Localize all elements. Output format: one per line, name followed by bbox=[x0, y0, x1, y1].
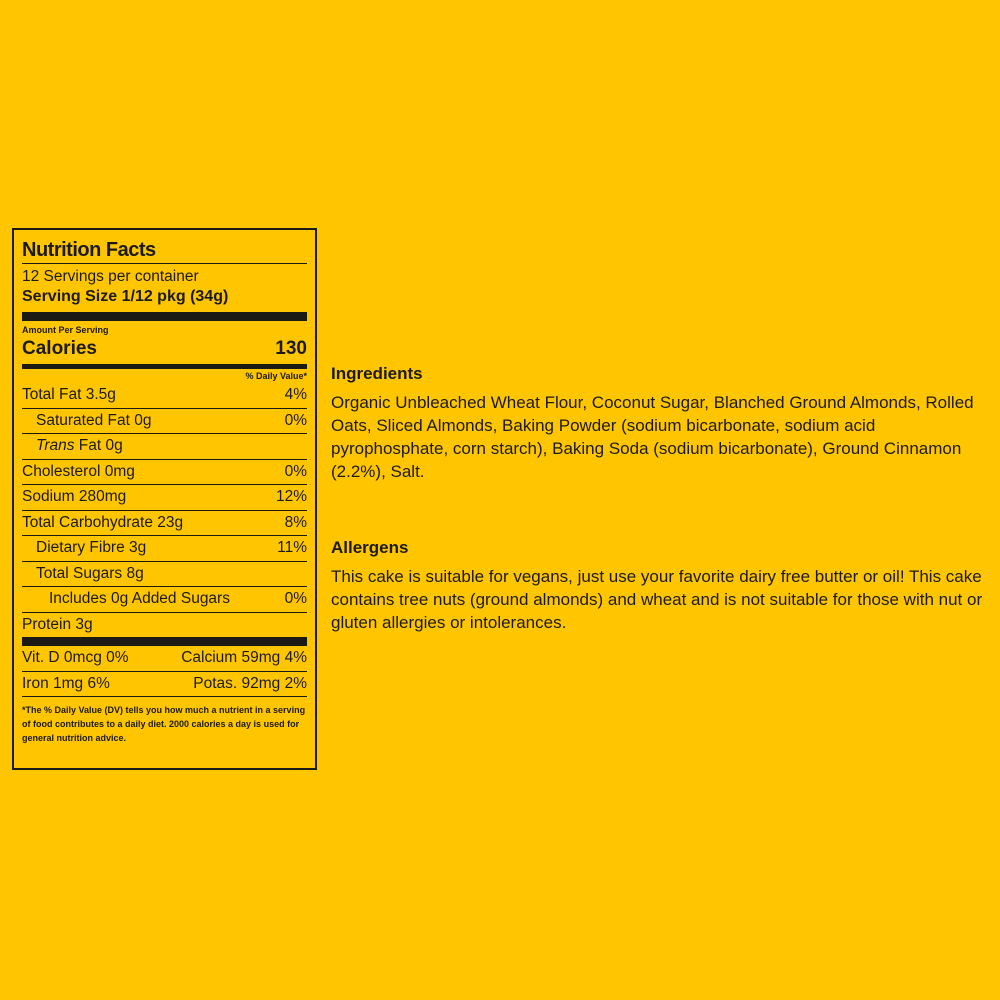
trans-rest: Fat 0g bbox=[74, 437, 123, 454]
nutrient-label bbox=[22, 434, 123, 459]
nutrient-label: Sodium 280mg bbox=[22, 488, 127, 505]
nutrient-row bbox=[22, 484, 307, 510]
daily-value-footnote: *The % Daily Value (DV) tells you how much a nutrient in a serving of food contributes to a daily diet. 2000 calories a day is used for general nutrition advice. bbox=[22, 705, 306, 743]
nutrient-dv: 11% bbox=[277, 539, 307, 556]
allergens-title: Allergens bbox=[331, 538, 409, 557]
vitamin-left: Iron 1mg 6% bbox=[22, 674, 110, 692]
vitamin-right: Calcium 59mg 4% bbox=[181, 649, 307, 666]
ingredients-section bbox=[331, 363, 996, 483]
nutrient-label: Total Fat 3.5g bbox=[22, 386, 116, 403]
nutrient-label: Total Carbohydrate 23g bbox=[22, 513, 184, 531]
nutrition-facts-title: Nutrition Facts bbox=[22, 239, 156, 261]
nutrient-label: Cholesterol 0mg bbox=[22, 462, 135, 480]
nutrient-row bbox=[22, 433, 307, 459]
amount-per-serving: Amount Per Serving bbox=[22, 325, 109, 335]
nutrition-facts-panel bbox=[12, 228, 317, 770]
servings-per-container: 12 Servings per container bbox=[22, 268, 199, 285]
nutrient-row bbox=[22, 535, 307, 561]
nutrient-row bbox=[22, 459, 307, 485]
nutrient-dv: 4% bbox=[284, 386, 307, 403]
nutrient-dv: 0% bbox=[284, 411, 307, 429]
vitamin-row bbox=[22, 671, 307, 698]
vitamin-left: Vit. D 0mcg 0% bbox=[22, 649, 129, 666]
nutrient-row bbox=[22, 586, 307, 612]
nutrient-row bbox=[22, 510, 307, 536]
nutrient-row bbox=[22, 408, 307, 434]
vitamin-row bbox=[22, 646, 307, 671]
nutrient-dv: 0% bbox=[284, 462, 307, 480]
nutrient-dv: 12% bbox=[275, 488, 307, 505]
ingredients-text: Organic Unbleached Wheat Flour, Coconut Sugar, Blanched Ground Almonds, Rolled Oats, Sliced Almonds, Baking Powder (sodium bicarbonate, sodium acid pyrophosphate, corn starch), Baking Soda (sodium bicarbonate), Ground Cinnamon (2.2%), Salt. bbox=[331, 393, 974, 481]
nutrient-label: Protein 3g bbox=[22, 615, 93, 633]
daily-value-header: % Daily Value* bbox=[245, 371, 307, 381]
nutrient-label: Total Sugars 8g bbox=[36, 564, 144, 582]
nutrient-label: Saturated Fat 0g bbox=[36, 411, 152, 429]
calories-value: 130 bbox=[275, 338, 307, 359]
nutrient-dv: 0% bbox=[284, 590, 307, 607]
calories-label: Calories bbox=[22, 338, 97, 359]
ingredients-title: Ingredients bbox=[331, 364, 423, 383]
nutrient-row bbox=[22, 561, 307, 587]
nutrient-label: Includes 0g Added Sugars bbox=[49, 590, 230, 607]
nutrient-label: Dietary Fibre 3g bbox=[36, 539, 147, 556]
serving-size: Serving Size 1/12 pkg (34g) bbox=[22, 288, 229, 305]
nutrient-row bbox=[22, 612, 307, 638]
allergens-section bbox=[331, 537, 996, 634]
nutrient-row bbox=[22, 383, 307, 408]
trans-italic: Trans bbox=[36, 437, 75, 454]
allergens-text: This cake is suitable for vegans, just use your favorite dairy free butter or oil! This cake contains tree nuts (ground almonds) and wheat and is not suitable for those with nut or gluten allergies or intolerances. bbox=[331, 567, 983, 632]
vitamin-right: Potas. 92mg 2% bbox=[193, 674, 307, 692]
nutrient-dv: 8% bbox=[284, 513, 307, 531]
calories-row bbox=[22, 337, 307, 361]
